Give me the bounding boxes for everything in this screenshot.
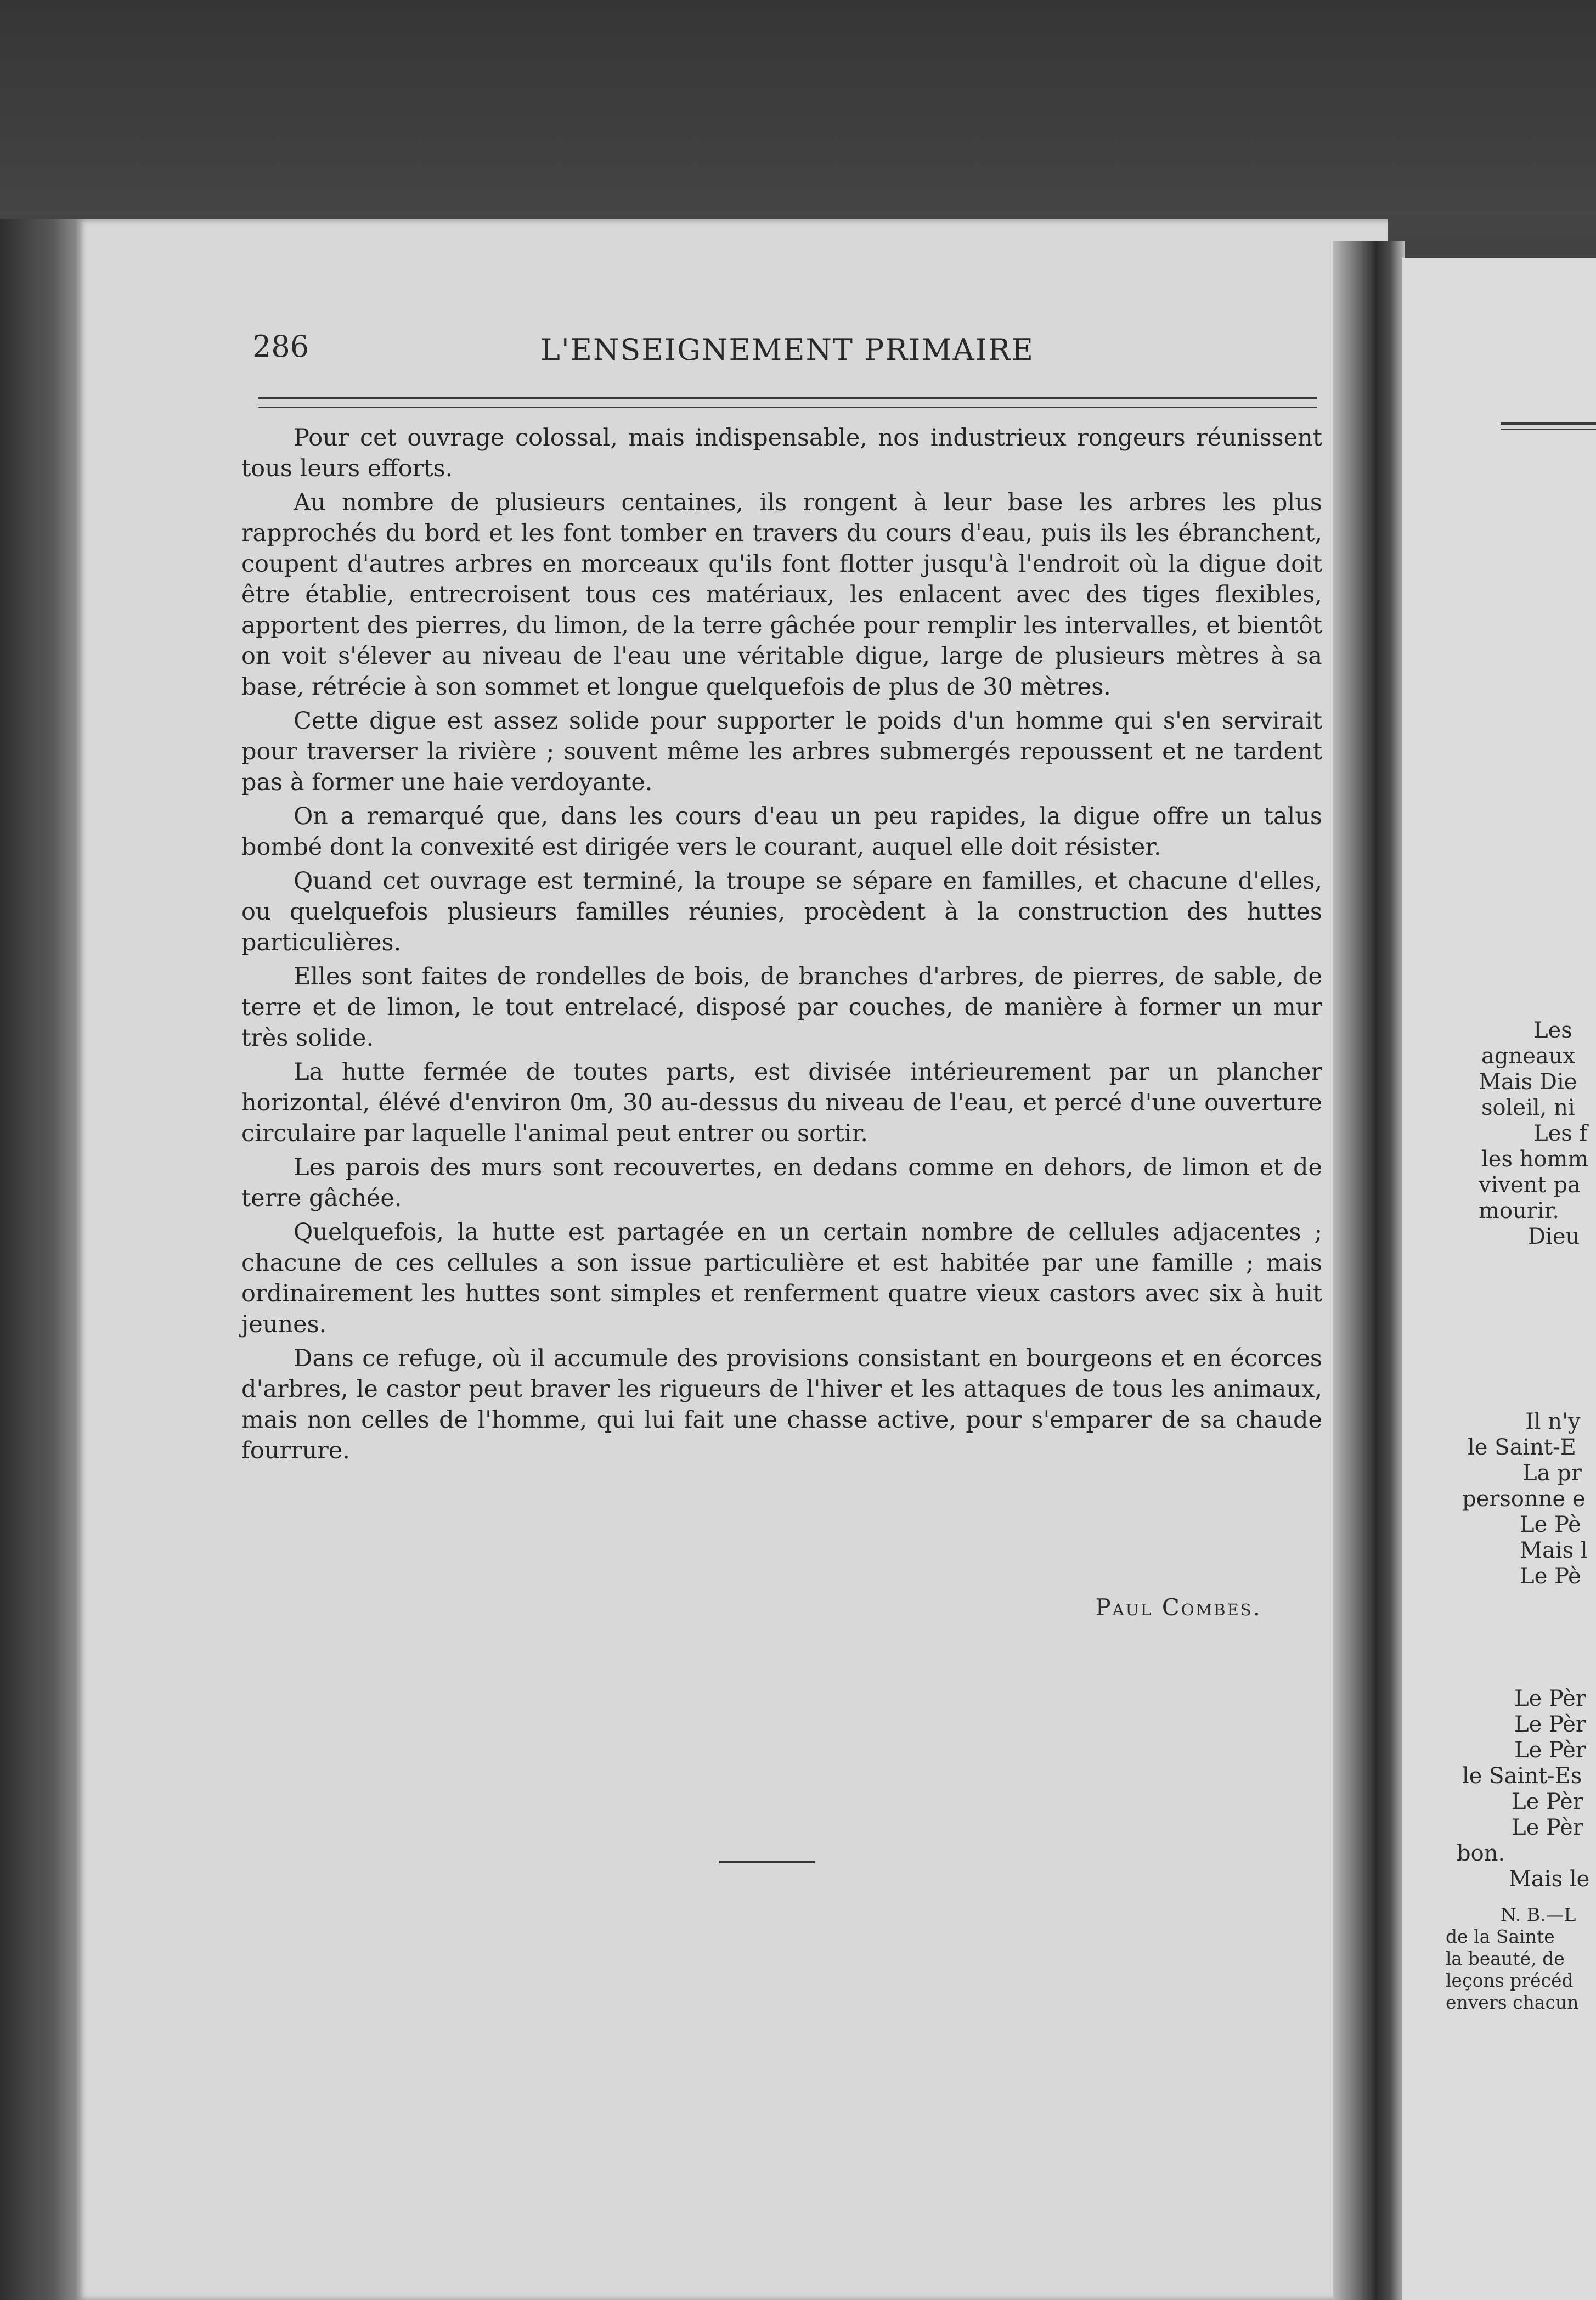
facing-text-fragment: Le Pèr [1512, 1815, 1583, 1840]
facing-text-fragment: le Saint-Es [1462, 1763, 1582, 1789]
paragraph: Dans ce refuge, où il accumule des provisions consistant en bourgeons et en écorces d'arbres, le castor peut braver les rigueurs de l'hiver et les attaques de tous les animaux, mais non celles de l'homme, qui lui fait une chasse active, pour s'emparer de sa chaude fourrure. [241, 1345, 1322, 1464]
facing-text-fragment: Mais le [1509, 1867, 1590, 1892]
paragraph: Les parois des murs sont recouvertes, en dedans comme en dehors, de limon et de terre gâchée. [241, 1154, 1322, 1212]
facing-text-fragment: Les [1533, 1018, 1572, 1043]
facing-text-fragment: Dieu [1528, 1224, 1580, 1249]
facing-text-fragment: Les f [1533, 1121, 1588, 1146]
facing-text-fragment: soleil, ni [1481, 1095, 1575, 1120]
facing-page [1402, 258, 1596, 2300]
facing-text-fragment: Le Pèr [1514, 1712, 1586, 1737]
paragraph: Quelquefois, la hutte est partagée en un certain nombre de cellules adjacentes ; chacune de ces cellules a son issue particulière et est habitée par une famille ; mais ordinairement les huttes sont simples et renferment quatre vieux castors avec six à huit jeunes. [241, 1219, 1322, 1338]
paragraph: Quand cet ouvrage est terminé, la troupe se sépare en familles, et chacune d'elles, ou quelquefois plusieurs familles réunies, procèdent à la construction des huttes particulières. [241, 867, 1322, 956]
article-body [241, 422, 1322, 1469]
journal-title: L'ENSEIGNEMENT PRIMAIRE [540, 332, 1035, 367]
facing-text-fragment: Mais l [1520, 1538, 1588, 1563]
facing-text-fragment: bon. [1457, 1841, 1505, 1866]
facing-note-fragment: la beauté, de [1446, 1948, 1565, 1969]
facing-note-fragment: leçons précéd [1446, 1970, 1574, 1991]
paragraph: Pour cet ouvrage colossal, mais indispensable, nos industrieux rongeurs réunissent tous leurs efforts. [241, 424, 1322, 482]
facing-text-fragment: agneaux [1481, 1044, 1576, 1069]
header-rule [258, 397, 1317, 408]
facing-note-fragment: N. B.—L [1501, 1904, 1576, 1925]
facing-text-fragment: vivent pa [1479, 1172, 1581, 1198]
paragraph: Cette digue est assez solide pour supporter le poids d'un homme qui s'en servirait pour traverser la rivière ; souvent même les arbres submergés repoussent et ne tardent pas à former une haie verdoyante. [241, 707, 1322, 796]
paragraph: La hutte fermée de toutes parts, est divisée intérieurement par un plancher horizontal, élévé d'environ 0m, 30 au-dessus du niveau de l'eau, et percé d'une ouverture circulaire par laquelle l'animal peut entrer ou sortir. [241, 1058, 1322, 1147]
facing-text-fragment: les homm [1481, 1147, 1589, 1172]
facing-text-fragment: Le Pè [1520, 1512, 1581, 1537]
facing-text-fragment: Le Pèr [1514, 1686, 1586, 1711]
facing-header-rule [1501, 422, 1596, 430]
page-number: 286 [252, 329, 309, 364]
book-edge [0, 219, 77, 2300]
facing-text-fragment: Le Pè [1520, 1564, 1581, 1589]
facing-text-fragment: le Saint-E [1468, 1435, 1576, 1460]
facing-text-fragment: mourir. [1479, 1198, 1560, 1224]
facing-note-fragment: de la Sainte [1446, 1926, 1555, 1947]
facing-text-fragment: Le Pèr [1512, 1789, 1583, 1814]
paragraph: Au nombre de plusieurs centaines, ils rongent à leur base les arbres les plus rapprochés du bord et les font tomber en travers du cours d'eau, puis ils les ébranchent, coupent d'autres arbres en morceaux qu'ils font flotter jusqu'à l'endroit où la digue doit être établie, entrecroisent tous ces matériaux, les enlacent avec des tiges flexibles, apportent des pierres, du limon, de la terre gâchée pour remplir les intervalles, et bientôt on voit s'élever au niveau de l'eau une véritable digue, large de plusieurs mètres à sa base, rétrécie à son sommet et longue quelquefois de plus de 30 mètres. [241, 489, 1322, 701]
facing-text-fragment: Il n'y [1525, 1409, 1581, 1434]
paragraph: On a remarqué que, dans les cours d'eau un peu rapides, la digue offre un talus bombé dont la convexité est dirigée vers le courant, auquel elle doit résister. [241, 803, 1322, 861]
facing-text-fragment: La pr [1522, 1461, 1582, 1486]
author-signature: Paul Combes. [1095, 1594, 1262, 1621]
facing-text-fragment: Le Pèr [1514, 1738, 1586, 1763]
facing-text-fragment: Mais Die [1479, 1069, 1577, 1095]
book-gutter [1333, 241, 1405, 2300]
facing-note-fragment: envers chacun [1446, 1992, 1579, 2013]
running-head [252, 329, 1322, 379]
paragraph: Elles sont faites de rondelles de bois, de branches d'arbres, de pierres, de sable, de terre et de limon, le tout entrelacé, disposé par couches, de manière à former un mur très solide. [241, 963, 1322, 1052]
end-rule [719, 1861, 815, 1863]
facing-text-fragment: personne e [1462, 1486, 1586, 1512]
